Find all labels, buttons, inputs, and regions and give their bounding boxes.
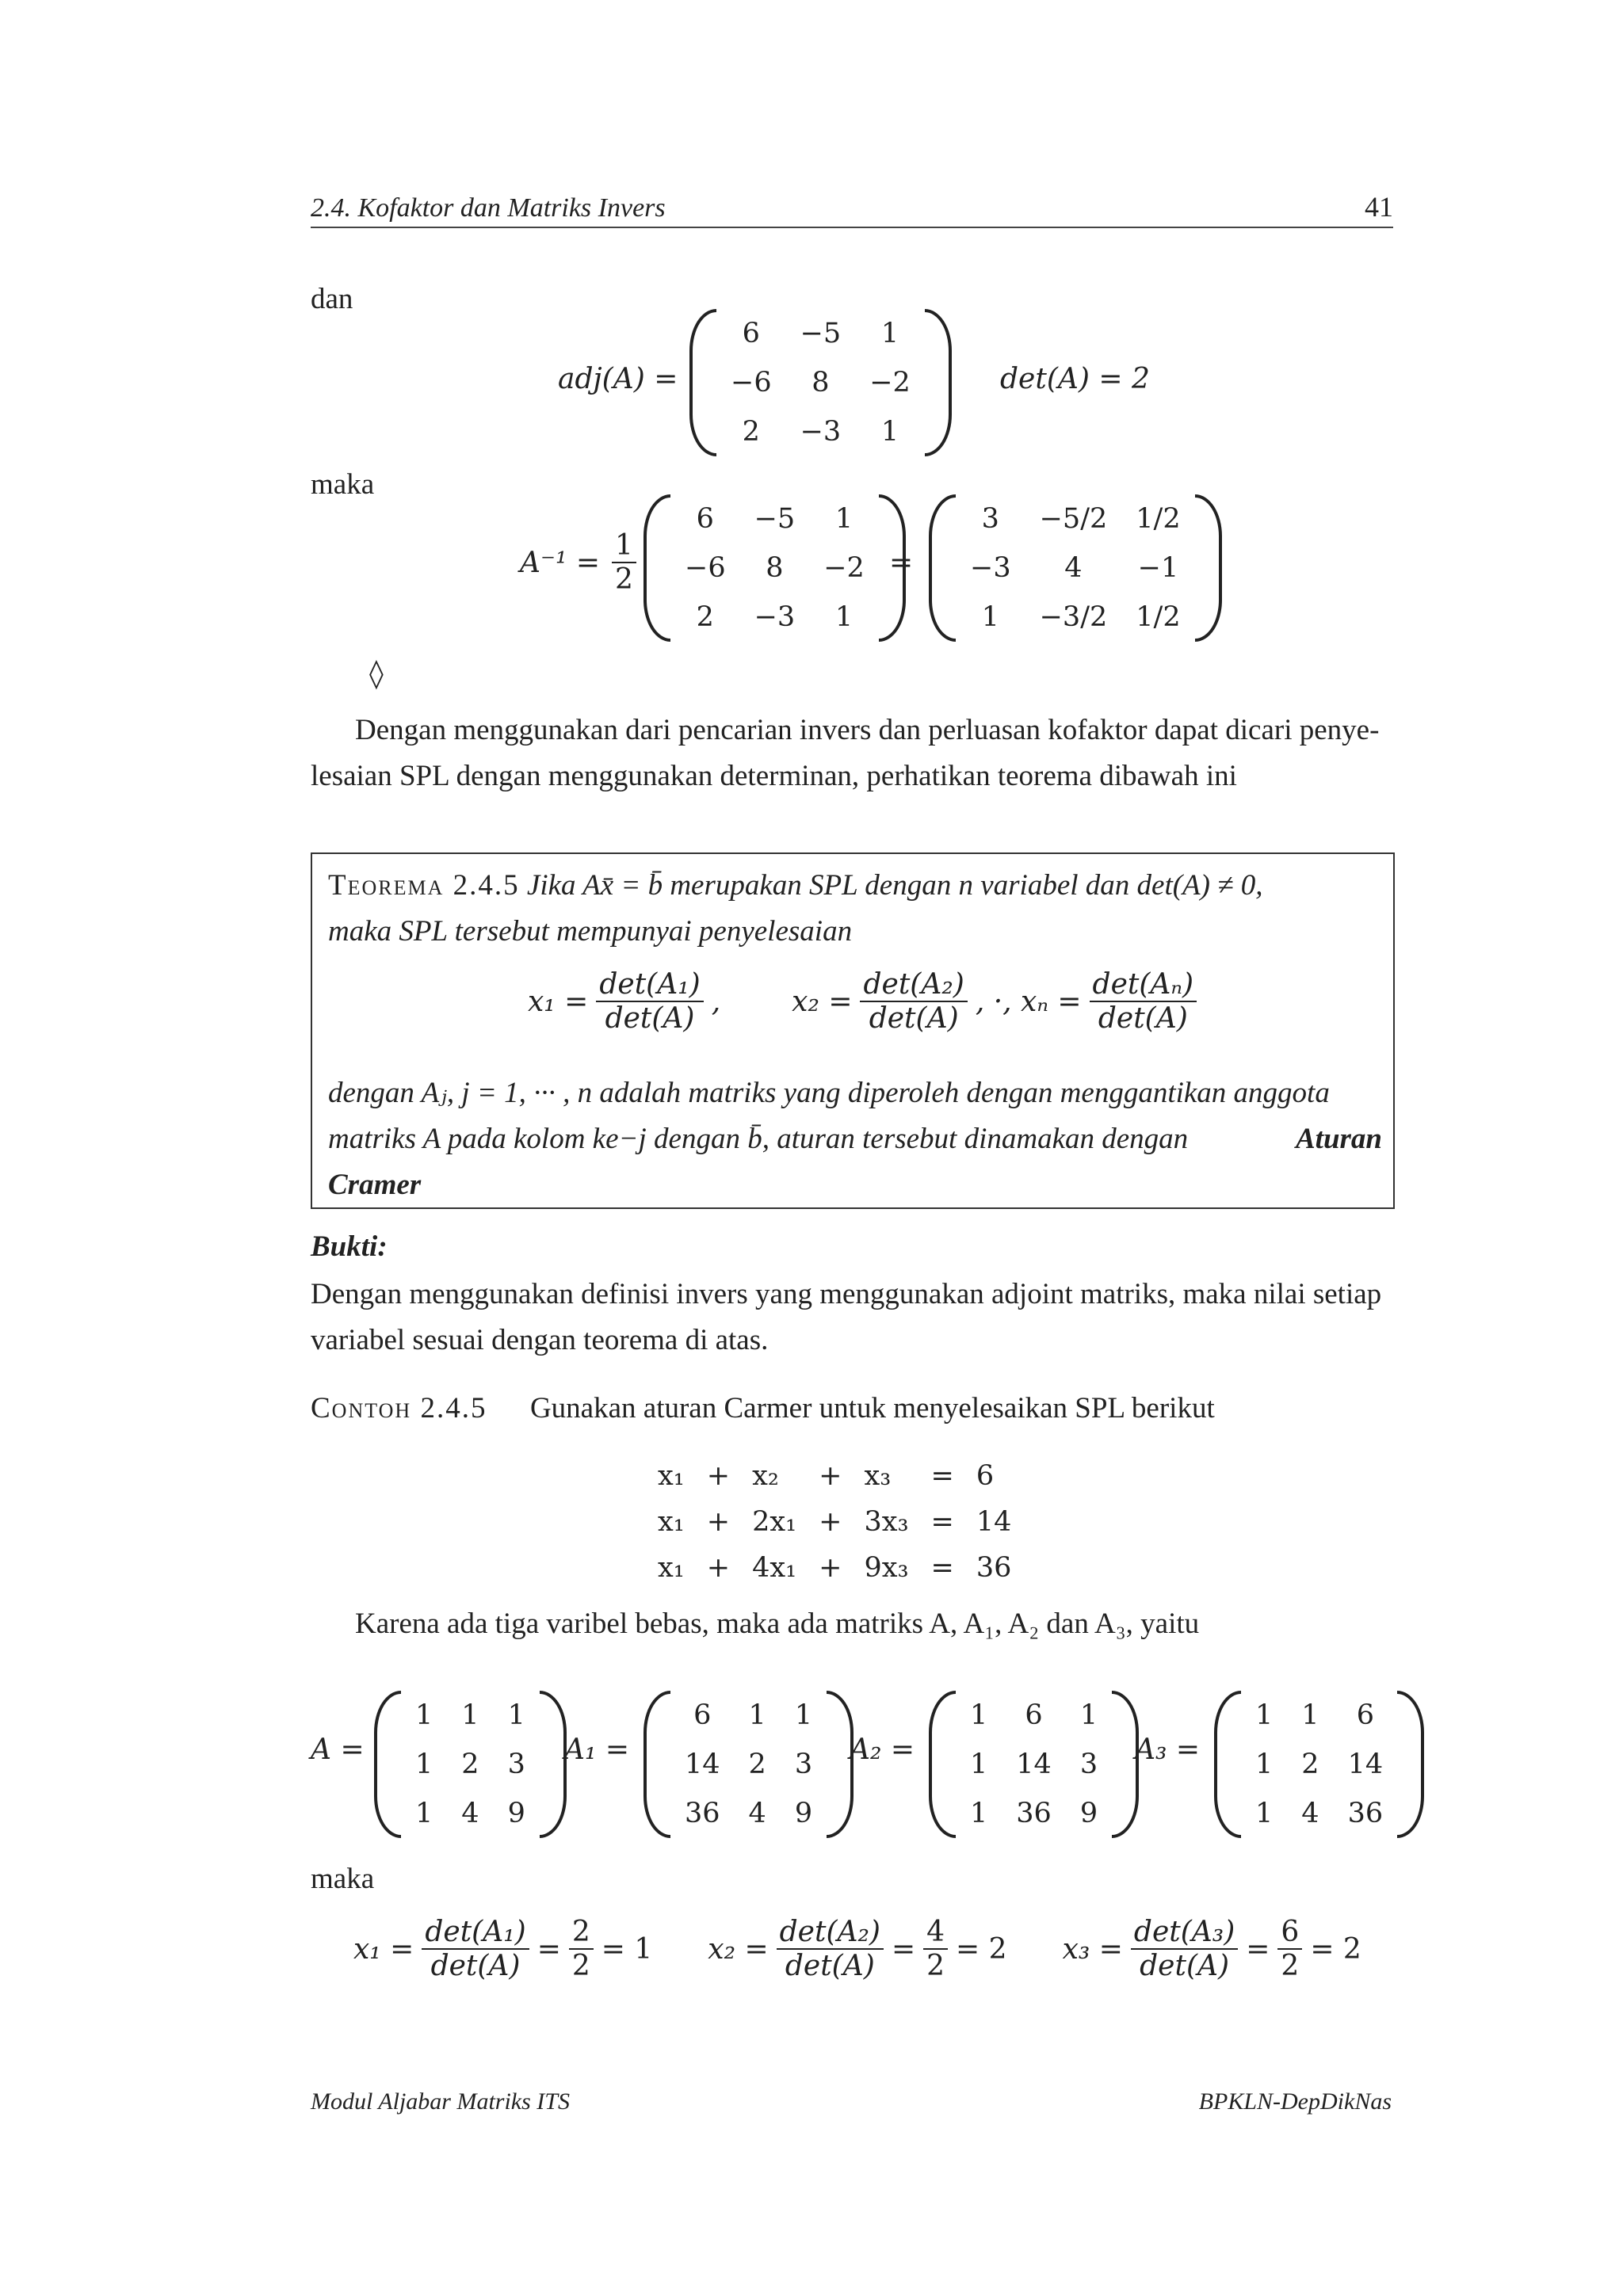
adj-copy-row [670, 494, 879, 543]
matrix-1 [643, 1691, 854, 1838]
page-number: 41 [1365, 191, 1393, 223]
matrix-3-cell: 2 [1301, 1749, 1319, 1780]
matrix-2-cell: 14 [1016, 1749, 1052, 1780]
adj-copy-cell: 2 [696, 601, 714, 633]
adj-matrix-cell: 6 [742, 318, 760, 349]
matrix-row [311, 1672, 1401, 1830]
solution-3: x₃ = $\frac{\text{det(A₃)}}{\det(A)}$ = $\frac{6}{2}$ = 2 [1062, 1916, 1361, 1983]
adj-matrix [689, 309, 952, 456]
inverse-cell: 1 [981, 601, 999, 633]
matrix-1-row [670, 1789, 827, 1838]
matrix-1-cell: 14 [685, 1749, 720, 1780]
equation-cell: x₂ [752, 1460, 779, 1492]
matrix-1-cell: 4 [748, 1798, 766, 1829]
matrices-intro: Karena ada tiga varibel bebas, maka ada matriks A, A₁, A₂ dan A₃, yaitu [355, 1608, 1200, 1640]
matrix-1-cell: 6 [693, 1699, 712, 1731]
theorem-line-4: matriks A pada kolom ke−j dengan b̄, aturan tersebut dinamakan dengan Aturan [328, 1123, 1382, 1155]
equation-cell: = [930, 1460, 954, 1492]
matrix-2-cell: 36 [1016, 1798, 1052, 1829]
inverse-cell: 1/2 [1136, 503, 1181, 535]
equation-cell: = [930, 1506, 954, 1538]
equation-cell: = [930, 1552, 954, 1584]
equation-cell: + [706, 1506, 731, 1538]
adj-matrix-row [716, 309, 925, 358]
adj-matrix-cell: −2 [869, 367, 911, 399]
theorem-line-2: maka SPL tersebut mempunyai penyelesaian [328, 915, 853, 948]
word-dan: dan [311, 283, 353, 315]
end-of-example-diamond: ◊ [369, 658, 384, 690]
paragraph-line-1: Dengan menggunakan dari pencarian invers dan perluasan kofaktor dapat dicari penye- [355, 714, 1380, 746]
equation-cell: x₃ [864, 1460, 892, 1492]
cramer-formula: x₁ = $\frac{\text{det(A₁)}}{\det(A)}$ , x₂ = $\frac{\text{det(A₂)}}{\det(A)}$ , ·, xₙ = $\frac{\text{det(Aₙ)}}{\det(A)}$ [528, 968, 1197, 1035]
matrix-3-row [1241, 1740, 1397, 1789]
inverse-matrix [929, 494, 1222, 642]
matrix-2-cell: 6 [1025, 1699, 1043, 1731]
equation-cell: + [819, 1552, 842, 1584]
equation-cell: 4x₁ [752, 1552, 797, 1584]
inverse-cell: −3 [970, 552, 1011, 584]
matrix-0-row [401, 1789, 540, 1838]
matrix-3 [1214, 1691, 1424, 1838]
matrix-3-row [1241, 1789, 1397, 1838]
adj-copy-cell: −2 [823, 552, 865, 584]
equation-cell: 3x₃ [864, 1506, 909, 1538]
adj-matrix-cell: 1 [880, 318, 899, 349]
adj-copy-cell: −5 [754, 503, 796, 535]
matrix-0-cell: 1 [461, 1699, 479, 1731]
adj-matrix-cell: 2 [742, 416, 760, 448]
adj-copy-cell: −3 [754, 601, 796, 633]
matrix-label: A = [311, 1733, 365, 1766]
matrix-0-row [401, 1740, 540, 1789]
matrix-3-cell: 14 [1347, 1749, 1384, 1780]
matrix-2-cell: 1 [970, 1798, 988, 1829]
inverse-label: A⁻¹ = [520, 547, 601, 579]
matrix-0 [374, 1691, 567, 1838]
inverse-row [956, 543, 1195, 593]
proof-line-2: variabel sesuai dengan teorema di atas. [311, 1324, 769, 1356]
solution-1: x₁ = $\frac{\text{det(A₁)}}{\det(A)}$ = $\frac{2}{2}$ = 1 [353, 1916, 653, 1983]
matrix-3-cell: 1 [1255, 1798, 1274, 1829]
theorem-line-5: Cramer [328, 1169, 422, 1201]
matrix-0-cell: 3 [507, 1749, 525, 1780]
adj-copy-cell: 8 [766, 552, 784, 584]
equation-cell: + [706, 1460, 731, 1492]
matrix-0-cell: 9 [507, 1798, 525, 1829]
matrix-2-cell: 1 [1079, 1699, 1098, 1731]
adj-matrix-row [716, 407, 925, 456]
proof-line-1: Dengan menggunakan definisi invers yang menggunakan adjoint matriks, maka nilai setiap [311, 1278, 1382, 1310]
matrix-0-cell: 1 [415, 1699, 433, 1731]
adj-matrix-cell: −3 [800, 416, 842, 448]
theorem-label: Teorema 2.4.5 [328, 869, 520, 902]
equation-cell: 2x₁ [752, 1506, 797, 1538]
equation-cell: x₁ [658, 1552, 685, 1584]
equation-cell: 14 [976, 1506, 1012, 1538]
example-label: Contoh 2.4.5 [311, 1392, 487, 1425]
theorem-line-3: dengan Aⱼ, j = 1, ··· , n adalah matriks yang diperoleh dengan menggantikan anggota [328, 1077, 1330, 1109]
equation-cell: x₁ [658, 1460, 685, 1492]
matrix-1-cell: 1 [794, 1699, 813, 1731]
adj-matrix-cell: 8 [812, 367, 830, 399]
adj-label: adj(A) = [558, 363, 678, 395]
matrix-label: A₂ = [850, 1733, 915, 1766]
matrix-2-row [956, 1789, 1112, 1838]
equation-cell: 36 [976, 1552, 1012, 1584]
adj-copy-row [670, 593, 879, 642]
header-section-title: 2.4. Kofaktor dan Matriks Invers [311, 193, 666, 223]
inverse-cell: −3/2 [1039, 601, 1108, 633]
matrix-1-row [670, 1691, 827, 1740]
matrix-1-cell: 1 [748, 1699, 766, 1731]
inverse-cell: −1 [1137, 552, 1179, 584]
theorem-line-1 [328, 867, 1263, 905]
adj-matrix-cell: −6 [731, 367, 772, 399]
matrix-0-cell: 1 [507, 1699, 525, 1731]
adj-copy-cell: −6 [685, 552, 726, 584]
matrix-3-cell: 6 [1356, 1699, 1374, 1731]
matrix-2-cell: 1 [970, 1699, 988, 1731]
equation-row [647, 1453, 1022, 1499]
equation-cell: + [706, 1552, 731, 1584]
matrix-1-cell: 9 [794, 1798, 813, 1829]
adj-matrix-cell: 1 [880, 416, 899, 448]
matrix-3-cell: 1 [1255, 1699, 1274, 1731]
adj-copy-cell: 1 [834, 503, 854, 535]
matrix-0-cell: 2 [461, 1749, 479, 1780]
adj-copy-cell: 6 [696, 503, 714, 535]
matrix-2-row [956, 1691, 1112, 1740]
word-maka: maka [311, 468, 375, 501]
proof-heading: Bukti: [311, 1230, 388, 1263]
inverse-cell: 4 [1064, 552, 1083, 584]
matrix-3-cell: 4 [1301, 1798, 1319, 1829]
matrix-2-row [956, 1740, 1112, 1789]
equation-system [647, 1453, 1022, 1591]
solutions-row [353, 1916, 1384, 1983]
equation-cell: 6 [976, 1460, 995, 1492]
matrix-0-cell: 1 [415, 1798, 433, 1829]
inverse-cell: 3 [981, 503, 999, 535]
adj-matrix-cell: −5 [800, 318, 842, 349]
inverse-row [956, 593, 1195, 642]
matrix-0-cell: 4 [461, 1798, 479, 1829]
adj-copy-row [670, 543, 879, 593]
solution-2: x₂ = $\frac{\text{det(A₂)}}{\det(A)}$ = $\frac{4}{2}$ = 2 [708, 1916, 1007, 1983]
half-fraction: $\frac{1}{2}$ [612, 529, 636, 597]
matrix-2-cell: 9 [1079, 1798, 1098, 1829]
adj-matrix-row [716, 358, 925, 407]
equation-row [647, 1545, 1022, 1591]
matrix-1-cell: 2 [748, 1749, 766, 1780]
adj-copy-cell: 1 [834, 601, 854, 633]
adj-matrix-copy [643, 494, 906, 642]
matrix-3-cell: 1 [1301, 1699, 1319, 1731]
example-text: Gunakan aturan Carmer untuk menyelesaikan SPL berikut [529, 1392, 1215, 1425]
equation-row [647, 1499, 1022, 1545]
paragraph-line-2: lesaian SPL dengan menggunakan determinan, perhatikan teorema dibawah ini [311, 760, 1237, 792]
inverse-cell: 1/2 [1136, 601, 1181, 633]
equation-cell: 9x₃ [864, 1552, 909, 1584]
equals-sign: = [889, 547, 914, 579]
matrix-1-cell: 3 [794, 1749, 813, 1780]
det-a-value: det(A) = 2 [1000, 363, 1150, 395]
matrix-3-cell: 36 [1347, 1798, 1384, 1829]
inverse-row [956, 494, 1195, 543]
footer-left: Modul Aljabar Matriks ITS [311, 2088, 570, 2115]
theorem-text-1: Jika Ax̄ = b̄ merupakan SPL dengan n variabel dan det(A) ≠ 0, [526, 869, 1263, 902]
equation-cell: x₁ [658, 1506, 685, 1538]
running-header [311, 187, 1393, 228]
matrix-2 [929, 1691, 1139, 1838]
footer-right: BPKLN-DepDikNas [1198, 2088, 1392, 2115]
matrix-1-cell: 36 [685, 1798, 720, 1829]
example-heading [311, 1390, 1215, 1428]
matrix-0-row [401, 1691, 540, 1740]
matrix-3-cell: 1 [1255, 1749, 1274, 1780]
equation-cell: + [819, 1460, 842, 1492]
inverse-cell: −5/2 [1039, 503, 1108, 535]
matrix-2-cell: 1 [970, 1749, 988, 1780]
matrix-0-cell: 1 [415, 1749, 433, 1780]
matrix-label: A₁ = [564, 1733, 630, 1766]
word-maka-2: maka [311, 1863, 375, 1895]
matrix-label: A₃ = [1135, 1733, 1201, 1766]
matrix-1-row [670, 1740, 827, 1789]
equation-cell: + [819, 1506, 842, 1538]
matrix-3-row [1241, 1691, 1397, 1740]
matrix-2-cell: 3 [1079, 1749, 1098, 1780]
